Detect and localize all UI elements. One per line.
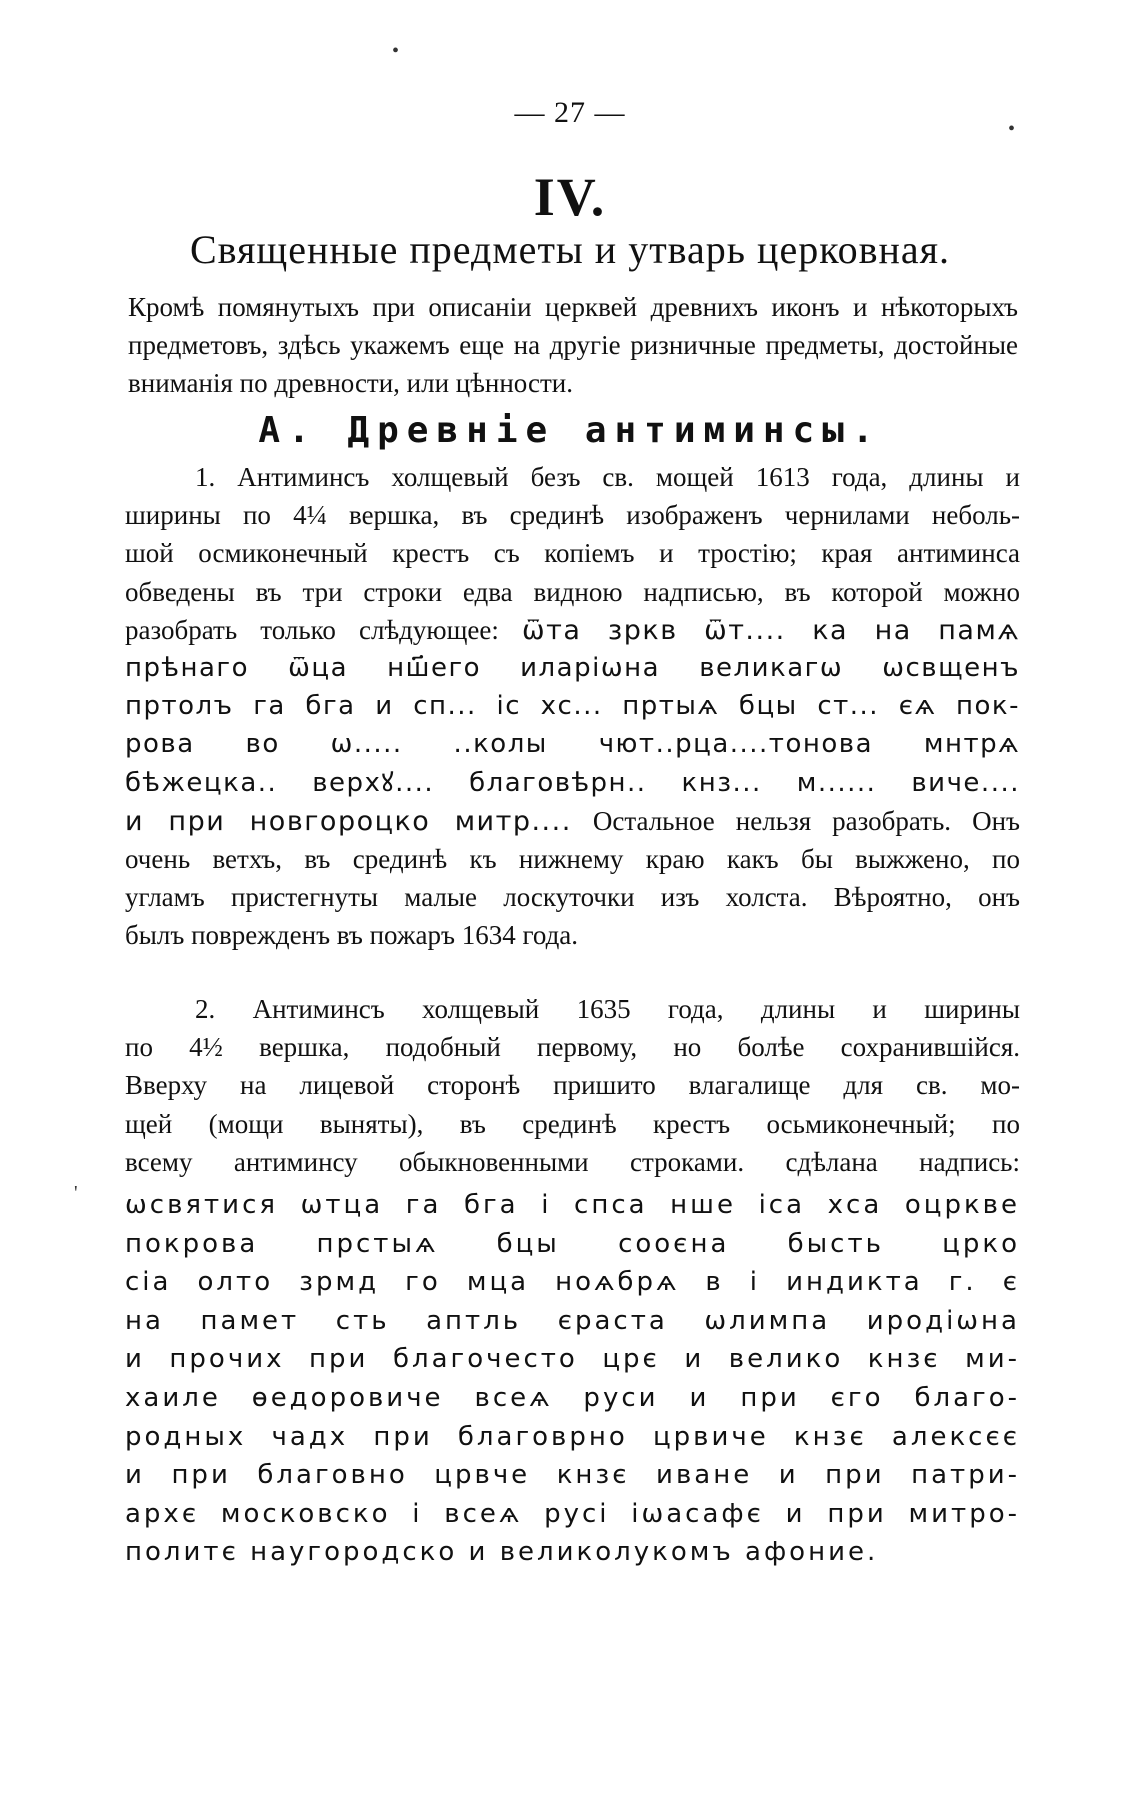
text-line: всему антиминсу обыкновенными строками. сдѣлана надпись:: [125, 1146, 1020, 1177]
text-line: угламъ пристегнуты малые лоскуточки изъ холста. Вѣроятно, онъ: [125, 882, 1020, 913]
inscription-line: родных чадх при благоврно црвиче кнзє алексєє: [125, 1421, 1020, 1452]
inscription-line: и при благовно црвче кнзє иване и при патри-: [125, 1460, 1020, 1491]
slavonic-line: рова во ѡ..... ..колы чют..рца....тонова мнтрѧ: [125, 729, 1020, 760]
margin-speck: •: [392, 40, 400, 62]
inscription-line: на памет сть аптль єраста ѡлимпа иродіѡна: [125, 1305, 1020, 1336]
text-line: шой осмиконечный крестъ съ копіемъ и тростію; края антиминса: [125, 538, 1020, 569]
inscription-line: сіа олто зрмд го мца ноѧбрѧ в і индикта г. є: [125, 1267, 1020, 1298]
inscription-line: хаиле ѳедоровиче всеѧ руси и при єго благо-: [125, 1382, 1020, 1413]
slavonic-text: и при новгороцко митр....: [125, 805, 572, 837]
paragraph-antimins-2: [125, 990, 1020, 1181]
inscription-line: и прочих при благочесто црє и велико кнзє ми-: [125, 1344, 1020, 1375]
text-line-part: разобрать только слѣдующее:: [125, 614, 499, 645]
margin-speck: ': [74, 1182, 78, 1204]
slavonic-text: ѿта зркв ѿт.... ка на памѧ: [522, 614, 1020, 646]
text-line: Вверху на лицевой сторонѣ пришито влагалище для св. мо-: [125, 1070, 1020, 1101]
text-line: 1. Антиминсъ холщевый безъ св. мощей 1613 года, длины и: [195, 462, 1020, 492]
slavonic-inscription: [125, 1186, 1020, 1572]
text-line: ширины по 4¼ вершка, въ срединѣ изображенъ чернилами неболь-: [125, 500, 1020, 531]
text-line: по 4½ вершка, подобный первому, но болѣе сохранившійся.: [125, 1032, 1020, 1063]
chapter-title: Священные предметы и утварь церковная.: [189, 227, 951, 272]
inscription-line: архє московско і всеѧ русі іѡасафє и при митро-: [125, 1498, 1020, 1529]
margin-speck: •: [1008, 118, 1016, 140]
intro-paragraph: Кромѣ помянутыхъ при описаніи церквей древнихъ иконъ и нѣкоторыхъ предметовъ, здѣсь укажемъ еще на другіе ризничные предметы, достойные вниманія по древности, или цѣнности.: [128, 292, 1018, 398]
text-line: очень ветхъ, въ срединѣ къ нижнему краю какъ бы выжжено, по: [125, 843, 1020, 874]
inscription-line: покрова прстыѧ бцы сооєна бысть црко: [125, 1228, 1020, 1259]
text-line: [125, 802, 1020, 840]
inscription-line: ѡсвятися ѡтца га бга і спса нше іса хса оцркве: [125, 1190, 1020, 1220]
page-number: — 27 —: [514, 96, 626, 129]
text-line: былъ поврежденъ въ пожаръ 1634 года.: [125, 920, 579, 951]
slavonic-line: прѣнаго ѿца нш҃его иларіѡна великагѡ ѡсвщенъ: [125, 652, 1020, 683]
slavonic-line: бѣжецка.. верхꙋ.... благовѣрн.. кнз... м...... виче....: [125, 767, 1020, 798]
paragraph-antimins-1: [125, 458, 1020, 954]
text-line-part: Остальное нельзя разобрать. Онъ: [592, 805, 1020, 836]
text-line: обведены въ три строки едва видною надписью, въ которой можно: [125, 576, 1020, 607]
text-line: [125, 611, 1020, 649]
text-line: щей (мощи выняты), въ срединѣ крестъ осьмиконечный; по: [125, 1108, 1020, 1139]
text-line: 2. Антиминсъ холщевый 1635 года, длины и ширины: [195, 994, 1020, 1024]
inscription-line: политє наугородско и великолукомъ афоние.: [125, 1537, 879, 1568]
section-heading: А. Древніе антиминсы.: [258, 410, 882, 451]
slavonic-line: пртолъ га бга и сп... іс хс... пртыѧ бцы ст... єѧ пок-: [125, 691, 1020, 722]
chapter-numeral: IV.: [533, 167, 607, 227]
